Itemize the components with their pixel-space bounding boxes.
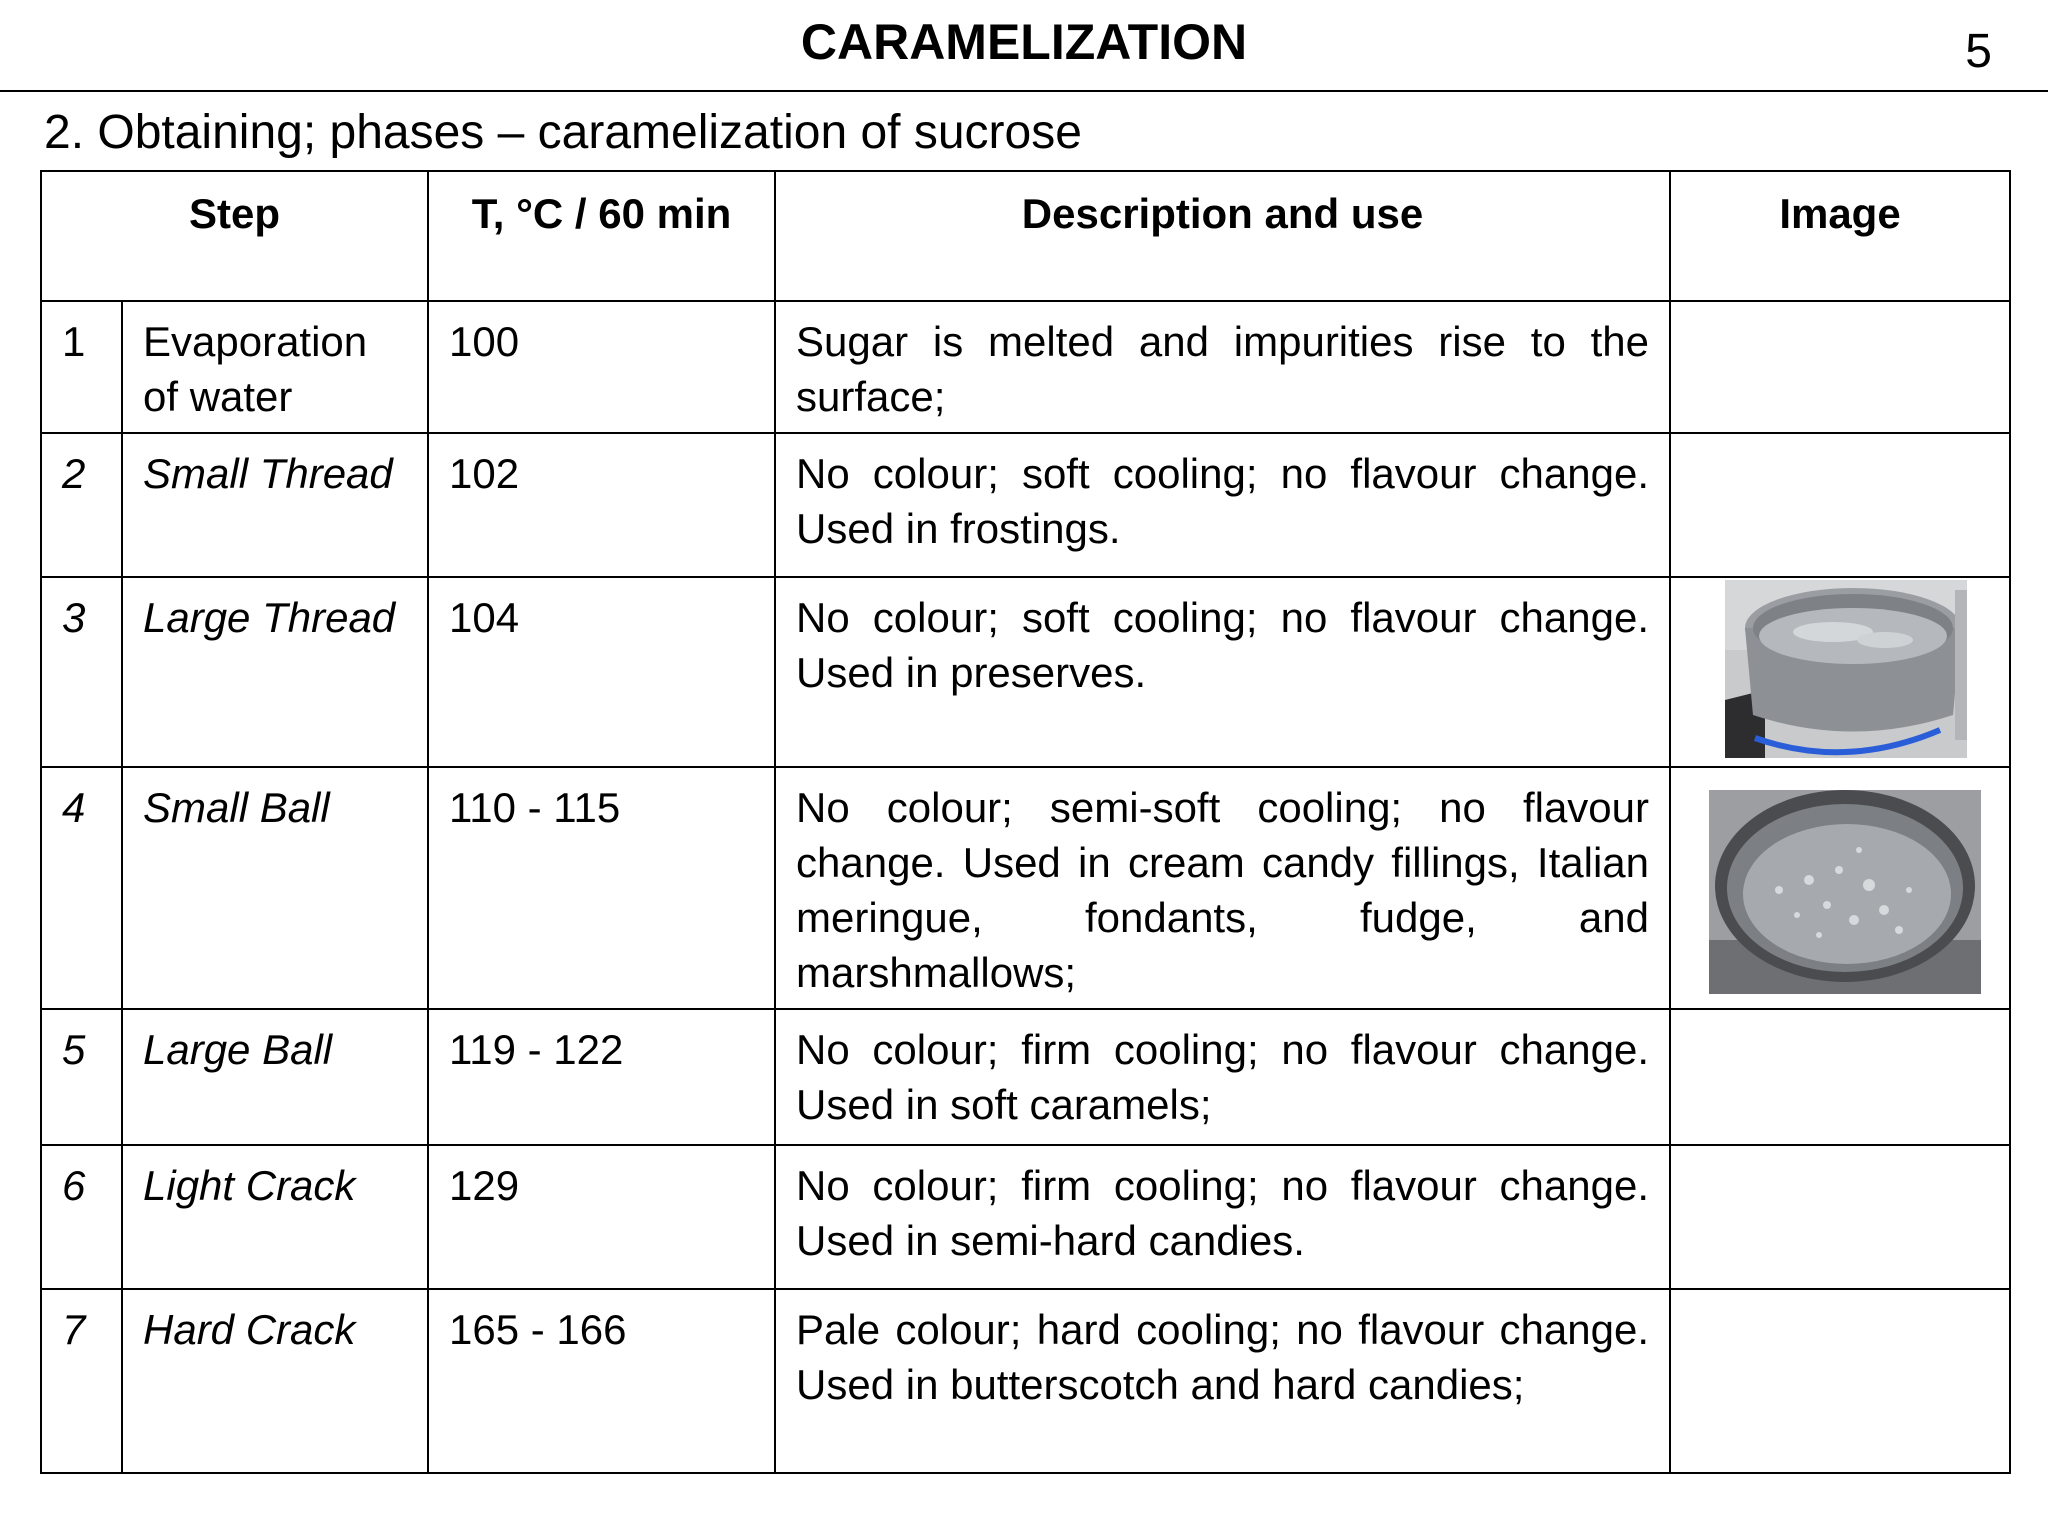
- step-number: 6: [41, 1145, 122, 1289]
- step-description: Sugar is melted and impurities rise to the surface;: [775, 301, 1670, 433]
- step-image-cell: [1670, 577, 2010, 767]
- step-image-cell: [1670, 767, 2010, 1009]
- table-row: [41, 577, 2010, 767]
- step-description: Pale colour; hard cooling; no flavour change. Used in butterscotch and hard candies;: [775, 1289, 1670, 1473]
- column-header-description: Description and use: [775, 171, 1670, 301]
- table-row: [41, 433, 2010, 577]
- step-name: Large Thread: [122, 577, 428, 767]
- step-number: 4: [41, 767, 122, 1009]
- step-description: No colour; semi-soft cooling; no flavour change. Used in cream candy fillings, Italian meringue, fondants, fudge, and marshmallows;: [775, 767, 1670, 1009]
- step-image-cell: [1670, 1145, 2010, 1289]
- table-row: [41, 1009, 2010, 1145]
- page-number: 5: [1965, 25, 1992, 78]
- pot-with-boiling-syrup-image: [1725, 580, 1967, 758]
- step-image-cell: [1670, 301, 2010, 433]
- table-row: [41, 767, 2010, 1009]
- step-temperature: 165 - 166: [428, 1289, 775, 1473]
- step-number: 3: [41, 577, 122, 767]
- table-row: [41, 301, 2010, 433]
- table-row: [41, 1145, 2010, 1289]
- table-row: [41, 1289, 2010, 1473]
- step-name: Evaporation of water: [122, 301, 428, 433]
- step-temperature: 110 - 115: [428, 767, 775, 1009]
- step-description: No colour; firm cooling; no flavour change. Used in semi-hard candies.: [775, 1145, 1670, 1289]
- step-description: No colour; soft cooling; no flavour change. Used in preserves.: [775, 577, 1670, 767]
- step-temperature: 102: [428, 433, 775, 577]
- step-temperature: 119 - 122: [428, 1009, 775, 1145]
- step-name: Hard Crack: [122, 1289, 428, 1473]
- step-description: No colour; firm cooling; no flavour change. Used in soft caramels;: [775, 1009, 1670, 1145]
- step-description: No colour; soft cooling; no flavour change. Used in frostings.: [775, 433, 1670, 577]
- step-name: Small Thread: [122, 433, 428, 577]
- step-number: 1: [41, 301, 122, 433]
- column-header-temperature: T, °C / 60 min: [428, 171, 775, 301]
- step-name: Small Ball: [122, 767, 428, 1009]
- step-image-cell: [1670, 433, 2010, 577]
- step-image-cell: [1670, 1289, 2010, 1473]
- table-header-row: [41, 171, 2010, 301]
- caramelization-phases-table: [40, 170, 2011, 1474]
- step-temperature: 100: [428, 301, 775, 433]
- column-header-image: Image: [1670, 171, 2010, 301]
- step-image-cell: [1670, 1009, 2010, 1145]
- step-number: 2: [41, 433, 122, 577]
- step-number: 5: [41, 1009, 122, 1145]
- step-name: Light Crack: [122, 1145, 428, 1289]
- column-header-step: Step: [41, 171, 428, 301]
- section-heading: 2. Obtaining; phases – caramelization of sucrose: [44, 106, 1082, 159]
- page-title: CARAMELIZATION: [800, 14, 1248, 70]
- step-name: Large Ball: [122, 1009, 428, 1145]
- header-divider: [0, 90, 2048, 92]
- pot-with-bubbling-syrup-image: [1709, 790, 1981, 994]
- step-temperature: 104: [428, 577, 775, 767]
- step-number: 7: [41, 1289, 122, 1473]
- step-temperature: 129: [428, 1145, 775, 1289]
